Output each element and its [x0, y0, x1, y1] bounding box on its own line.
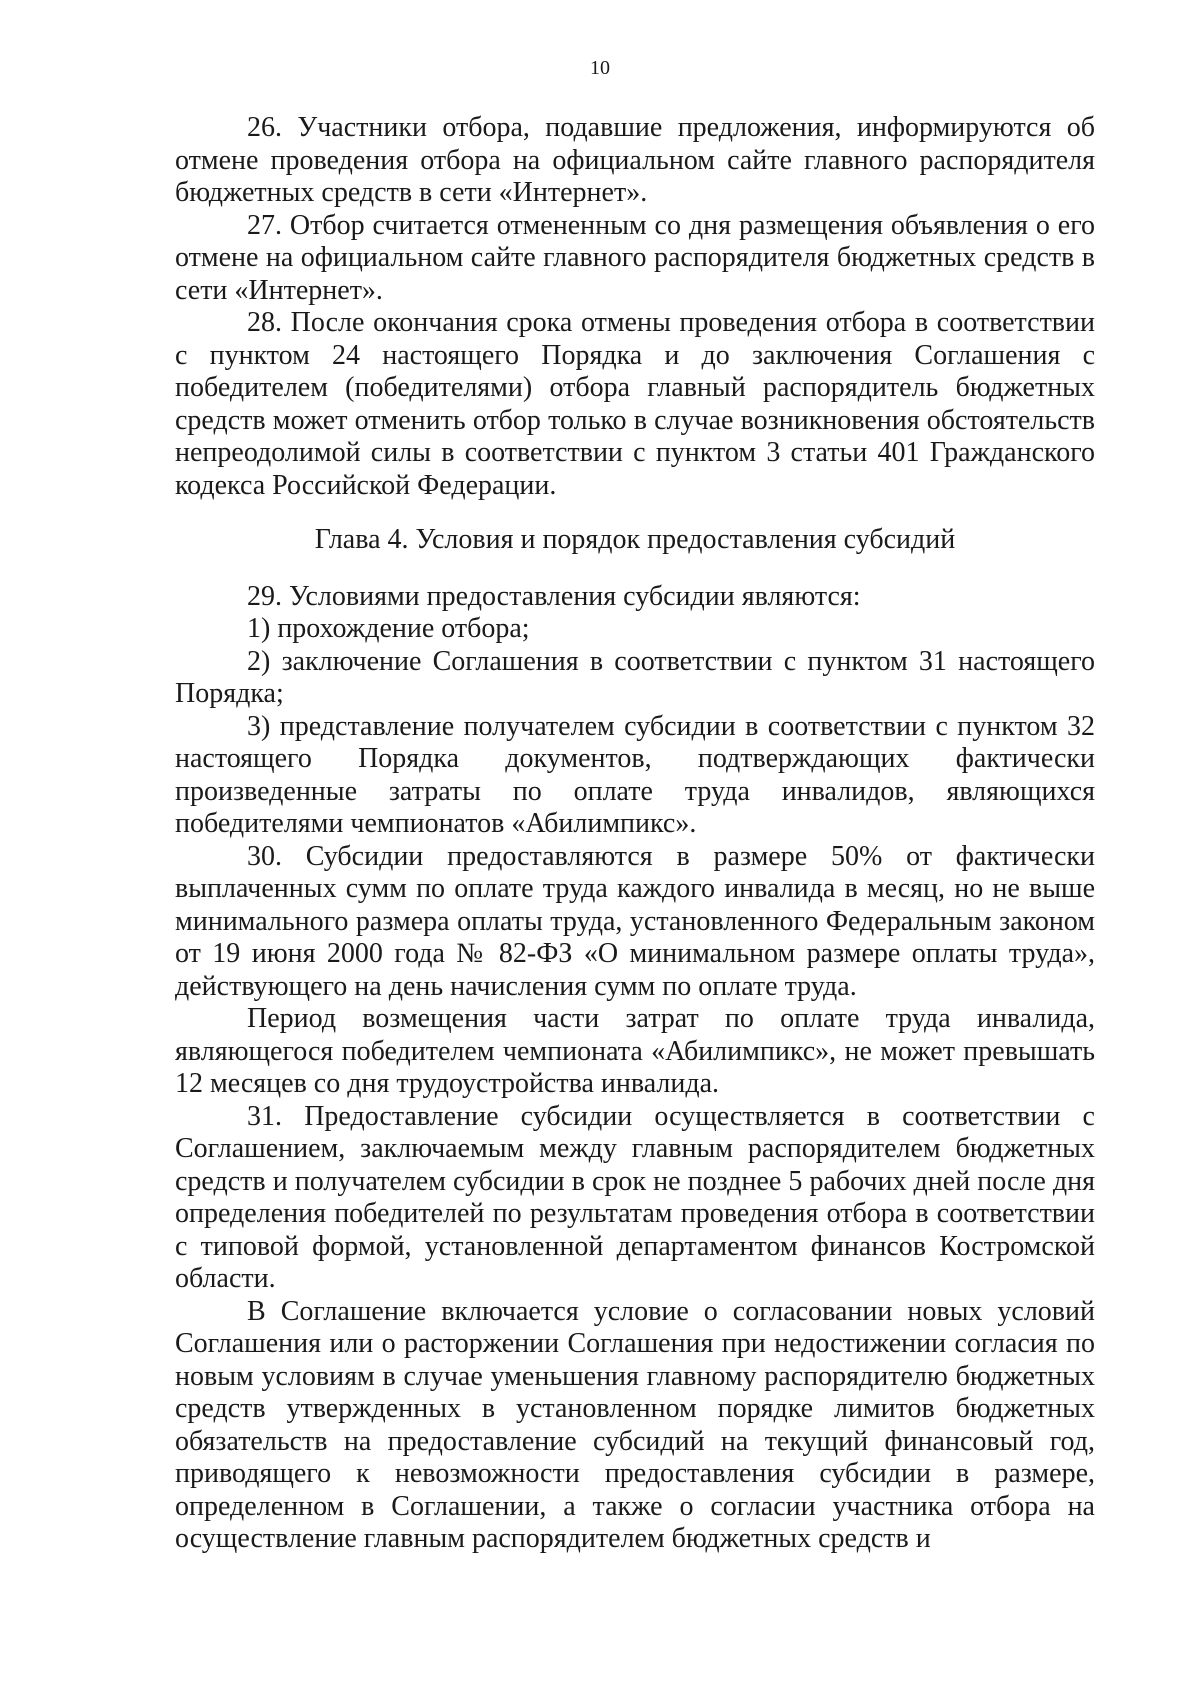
paragraph-reimbursement-period: Период возмещения части затрат по оплате труда инвалида, являющегося победителем чемпионата «Абилимпикс», не может превышать 12 месяцев со дня трудоустройства инвалида. [175, 1003, 1095, 1099]
paragraph-27: 27. Отбор считается отмененным со дня размещения объявления о его отмене на официальном сайте главного распорядителя бюджетных средств в сети «Интернет». [175, 209, 1095, 306]
chapter-heading: Глава 4. Условия и порядок предоставления субсидий [314, 524, 956, 555]
paragraph-agreement-conditions: В Соглашение включается условие о согласовании новых условий Соглашения или о расторжении Соглашения при недостижении согласия по новым условиям в случае уменьшения главному распорядителю бюджетных средств утвержденных в установленном порядке лимитов бюджетных обязательств на предоставление субсидий на текущий финансовый год, приводящего к невозможности предоставления субсидии в размере, определенном в Соглашении, а также о согласии участника отбора на осуществление главным распорядителем бюджетных средств и [175, 1295, 1095, 1554]
paragraph-28: 28. После окончания срока отмены проведения отбора в соответствии с пунктом 24 настоящего Порядка и до заключения Соглашения с победителем (победителями) отбора главный распорядитель бюджетных средств может отменить отбор только в случае возникновения обстоятельств непреодолимой силы в соответствии с пунктом 3 статьи 401 Гражданского кодекса Российской Федерации. [175, 307, 1095, 501]
paragraph-30: 30. Субсидии предоставляются в размере 50% от фактически выплаченных сумм по оплате труда каждого инвалида в месяц, но не выше минимального размера оплаты труда, установленного Федеральным законом от 19 июня 2000 года № 82-ФЗ «О минимальном размере оплаты труда», действующего на день начисления сумм по оплате труда. [175, 840, 1095, 1002]
document-body [175, 112, 1095, 1556]
paragraph-26: 26. Участники отбора, подавшие предложения, информируются об отмене проведения отбора на официальном сайте главного распорядителя бюджетных средств в сети «Интернет». [175, 112, 1095, 208]
paragraph-29: 29. Условиями предоставления субсидии являются: [247, 580, 861, 612]
list-item-3: 3) представление получателем субсидии в соответствии с пунктом 32 настоящего Порядка документов, подтверждающих фактически произведенные затраты по оплате труда инвалидов, являющихся победителями чемпионатов «Абилимпикс». [175, 710, 1095, 839]
paragraph-31: 31. Предоставление субсидии осуществляется в соответствии с Соглашением, заключаемым между главным распорядителем бюджетных средств и получателем субсидии в срок не позднее 5 рабочих дней после дня определения победителей по результатам проведения отбора в соответствии с типовой формой, установленной департаментом финансов Костромской области. [175, 1100, 1095, 1294]
page-number: 10 [590, 57, 610, 79]
list-item-1: 1) прохождение отбора; [247, 613, 530, 644]
list-item-2: 2) заключение Соглашения в соответствии с пунктом 31 настоящего Порядка; [175, 645, 1095, 709]
